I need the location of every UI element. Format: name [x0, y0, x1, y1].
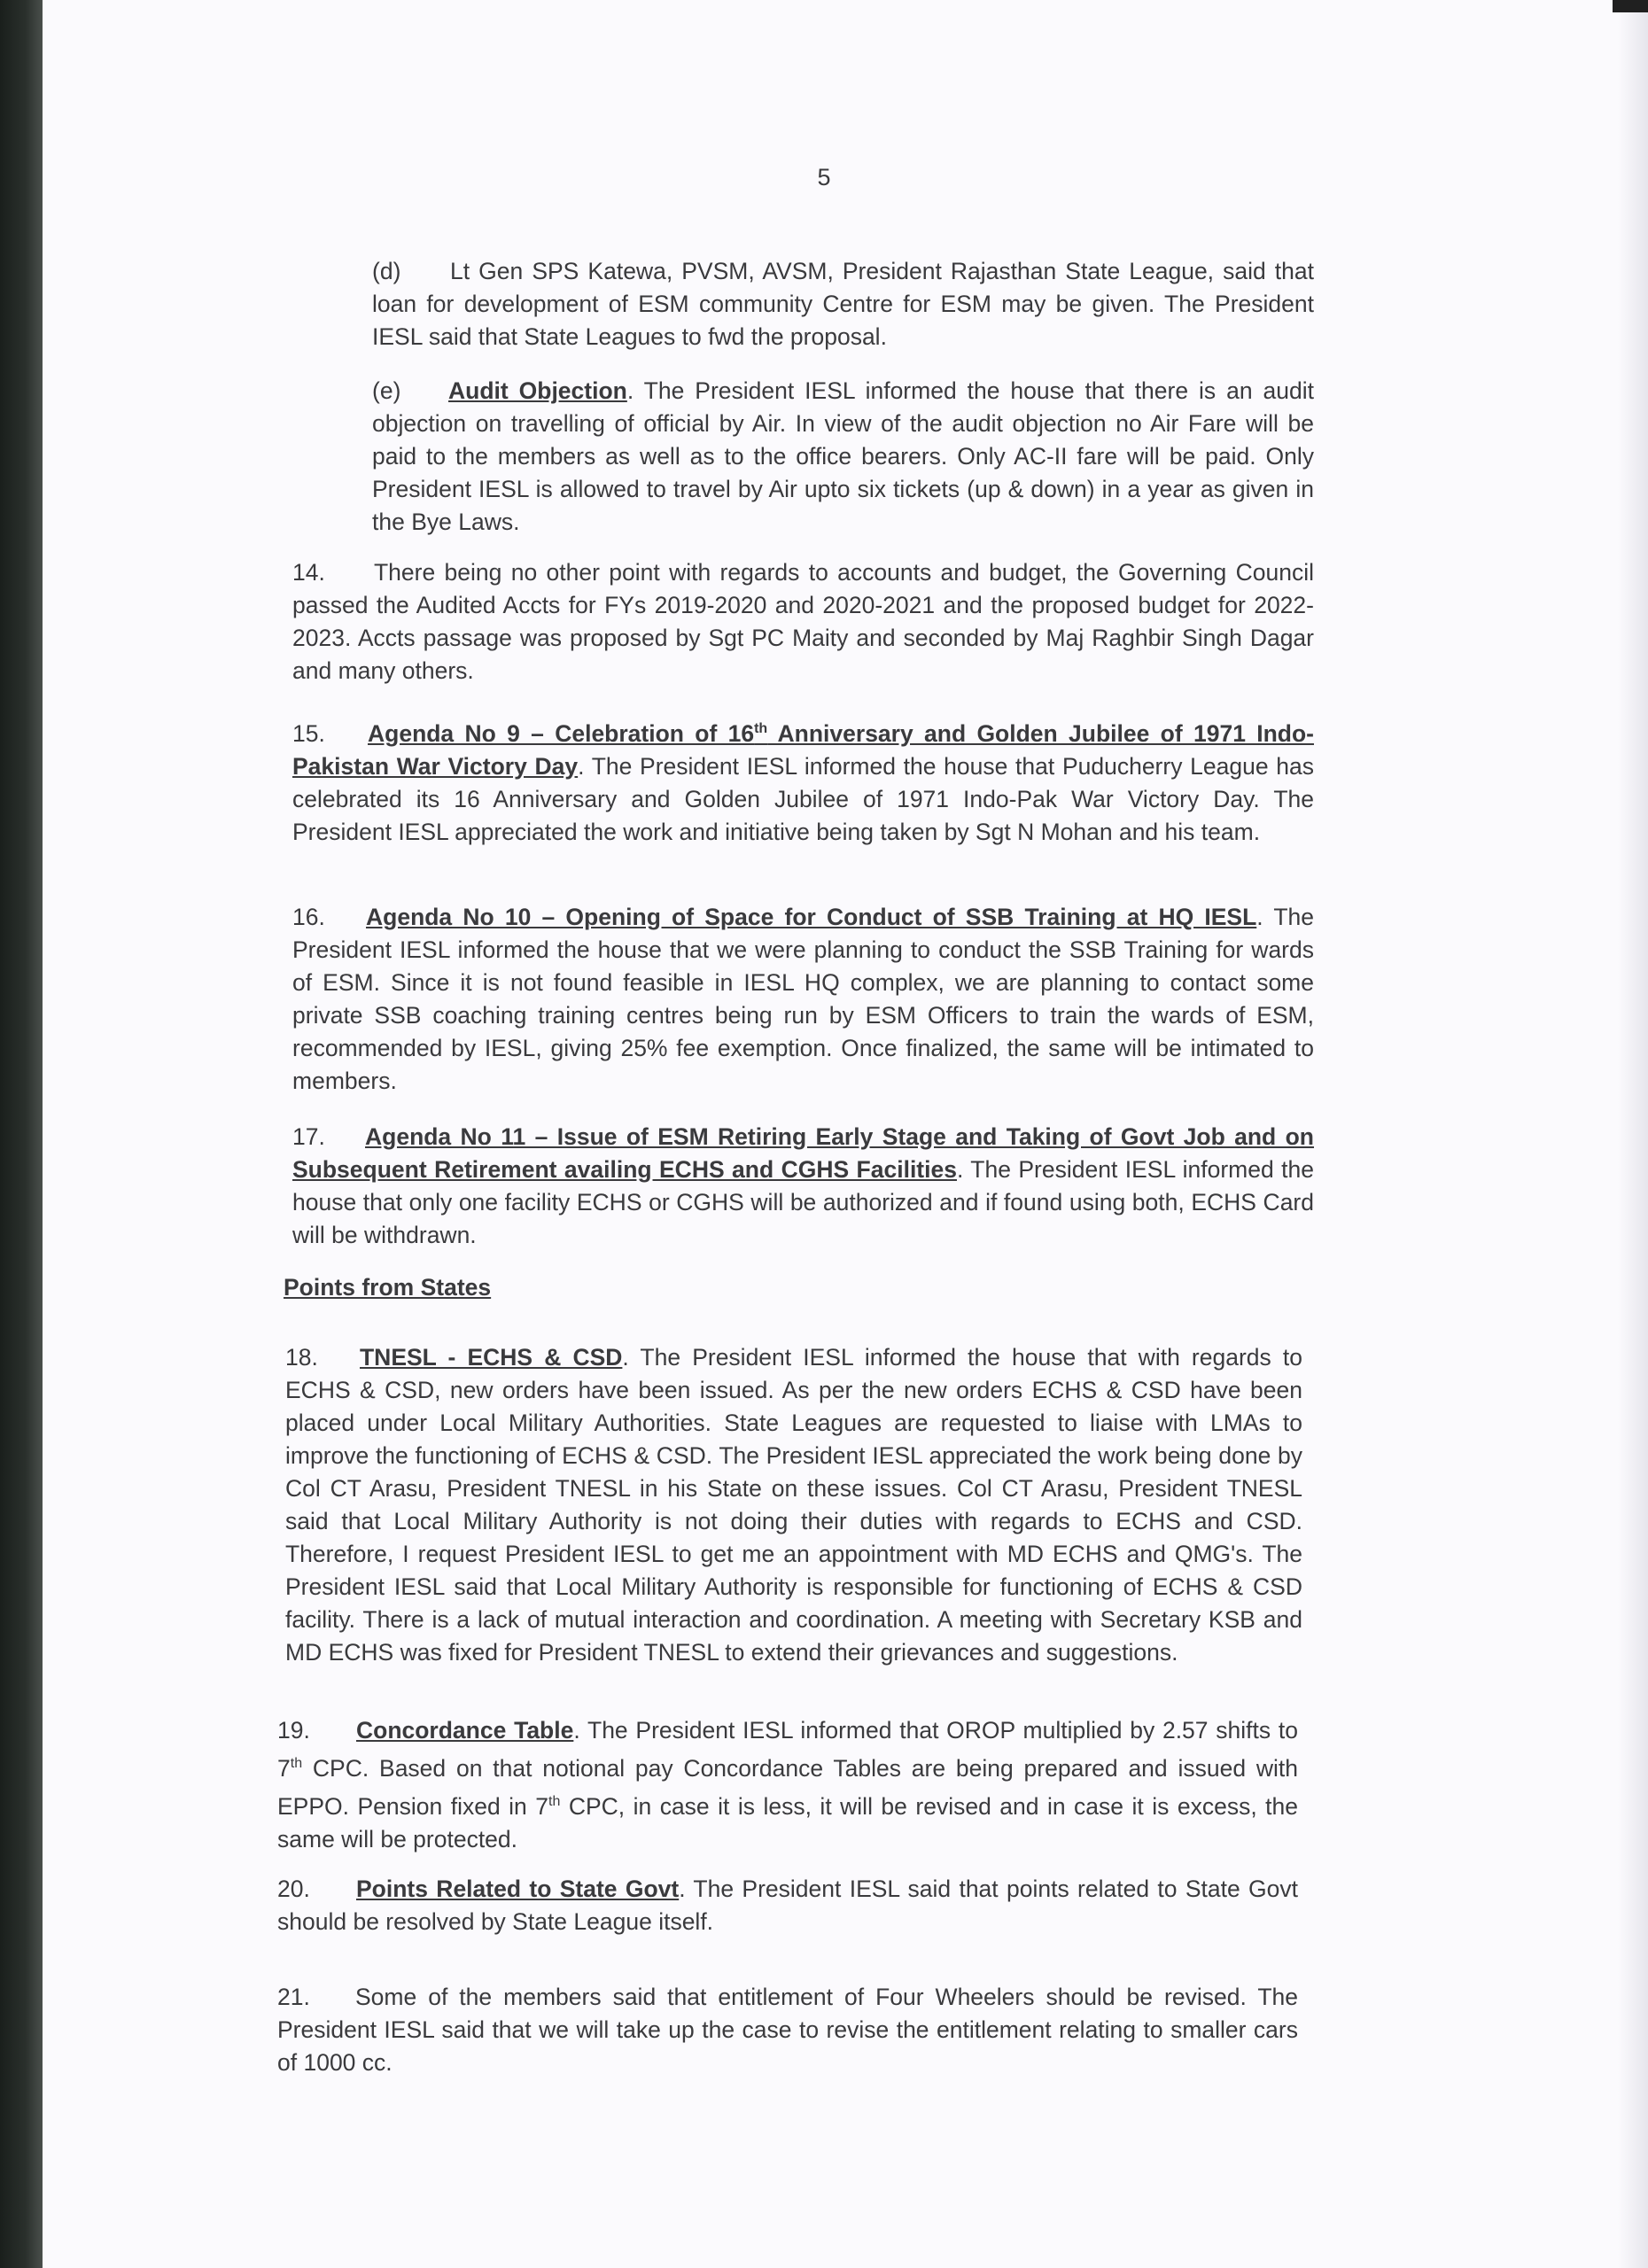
para-heading: Audit Objection	[448, 377, 627, 404]
para-text: . The President IESL said that points related to State Govt should be resolved by State League itself.	[277, 1876, 1299, 1935]
paragraph-21	[277, 1981, 1298, 2079]
para-number: 21.	[277, 1984, 310, 2010]
para-number: 19.	[277, 1717, 310, 1744]
para-number: (e)	[372, 377, 401, 404]
paragraph-17	[292, 1121, 1314, 1252]
paragraph-20	[277, 1873, 1298, 1938]
scan-right-shade	[1618, 12, 1648, 2268]
para-heading: Points Related to State Govt	[356, 1876, 680, 1902]
para-number: 18.	[285, 1344, 318, 1371]
paragraph-15	[292, 712, 1314, 849]
para-text: . The President IESL informed that OROP multiplied by 2.57 shifts to 7	[277, 1717, 1298, 1782]
para-text: CPC. Based on that notional pay Concordance Tables are being prepared and issued with EPPO. Pension fixed in 7	[277, 1754, 1298, 1820]
heading-part: Agenda No 9 – Celebration of 16	[368, 719, 755, 747]
para-heading: TNESL - ECHS & CSD	[360, 1344, 623, 1371]
scan-corner-mark	[1613, 0, 1648, 12]
para-text: There being no other point with regards to accounts and budget, the Governing Council passed the Audited Accts for FYs 2019-2020 and 2020-2021 and the proposed budget for 2022-2023. Accts passage was proposed by Sgt PC Maity and seconded by Maj Raghbir Singh Dagar and many others.	[292, 559, 1314, 684]
superscript: th	[548, 1793, 561, 1809]
para-text: . The President IESL informed the house that only one facility ECHS or CGHS will be authorized and if found using both, ECHS Card will be withdrawn.	[292, 1156, 1314, 1248]
para-number: 17.	[292, 1123, 325, 1150]
paragraph-13e	[372, 375, 1314, 539]
para-text: CPC, in case it is less, it will be revised and in case it is excess, the same will be protected.	[277, 1792, 1298, 1852]
para-text: . The President IESL informed the house that with regards to ECHS & CSD, new orders have been issued. As per the new orders ECHS & CSD have been placed under Local Military Authorities. State Leagues are requested to liaise with LMAs to improve the functioning of ECHS & CSD. The President IESL appreciated the work being done by Col CT Arasu, President TNESL in his State on these issues. Col CT Arasu, President TNESL said that Local Military Authority is not doing their duties with regards to ECHS and CSD. Therefore, I request President IESL to get me an appointment with MD ECHS and QMG's. The President IESL said that Local Military Authority is responsible for functioning of ECHS & CSD facility. There is a lack of mutual interaction and coordination. A meeting with Secretary KSB and MD ECHS was fixed for President TNESL to extend their grievances and suggestions.	[285, 1344, 1302, 1666]
para-number: 20.	[277, 1876, 310, 1902]
points-from-states-heading: Points from States	[284, 1274, 492, 1301]
paragraph-19	[277, 1714, 1298, 1856]
page-number: 5	[817, 164, 831, 190]
scan-left-edge	[0, 0, 43, 2268]
para-heading: Concordance Table	[356, 1717, 574, 1744]
para-text: Some of the members said that entitlement of Four Wheelers should be revised. The President IESL said that we will take up the case to revise the entitlement relating to smaller cars of 1000 cc.	[277, 1984, 1298, 2076]
section-heading	[284, 1271, 815, 1304]
paragraph-16	[292, 901, 1314, 1098]
superscript: th	[290, 1756, 303, 1771]
para-number: 14.	[292, 559, 325, 586]
para-number: 16.	[292, 904, 325, 930]
para-text: . The President IESL informed the house that we were planning to conduct the SSB Training for wards of ESM. Since it is not found feasible in IESL HQ complex, we are planning to contact some private SSB coaching training centres being run by ESM Officers to train the wards of ESM, recommended by IESL, giving 25% fee exemption. Once finalized, the same will be intimated to members.	[292, 904, 1314, 1094]
para-number: 15.	[292, 719, 325, 747]
paragraph-13d	[372, 255, 1314, 353]
para-heading: Agenda No 10 – Opening of Space for Conduct of SSB Training at HQ IESL	[366, 904, 1257, 930]
para-text: Lt Gen SPS Katewa, PVSM, AVSM, President Rajasthan State League, said that loan for development of ESM community Centre for ESM may be given. The President IESL said that State Leagues to fwd the proposal.	[372, 258, 1314, 350]
heading-part: Anniversary and Golden Jubilee of 1971 Indo-Pakistan War Victory Day	[292, 719, 1314, 780]
para-text: . The President IESL informed the house that Puducherry League has celebrated its 16 Anniversary and Golden Jubilee of 1971 Indo-Pak War Victory Day. The President IESL appreciated the work and initiative being taken by Sgt N Mohan and his team.	[292, 752, 1314, 845]
heading-superscript: th	[754, 721, 768, 736]
para-heading: Agenda No 11 – Issue of ESM Retiring Early Stage and Taking of Govt Job and on Subsequent Retirement availing ECHS and CGHS Facilities	[292, 1123, 1314, 1183]
paragraph-18	[285, 1341, 1302, 1669]
para-number: (d)	[372, 258, 401, 284]
paragraph-14	[292, 556, 1314, 687]
para-text: . The President IESL informed the house that there is an audit objection on travelling of official by Air. In view of the audit objection no Air Fare will be paid to the members as well as to the office bearers. Only AC-II fare will be paid. Only President IESL is allowed to travel by Air upto six tickets (up & down) in a year as given in the Bye Laws.	[372, 377, 1314, 535]
